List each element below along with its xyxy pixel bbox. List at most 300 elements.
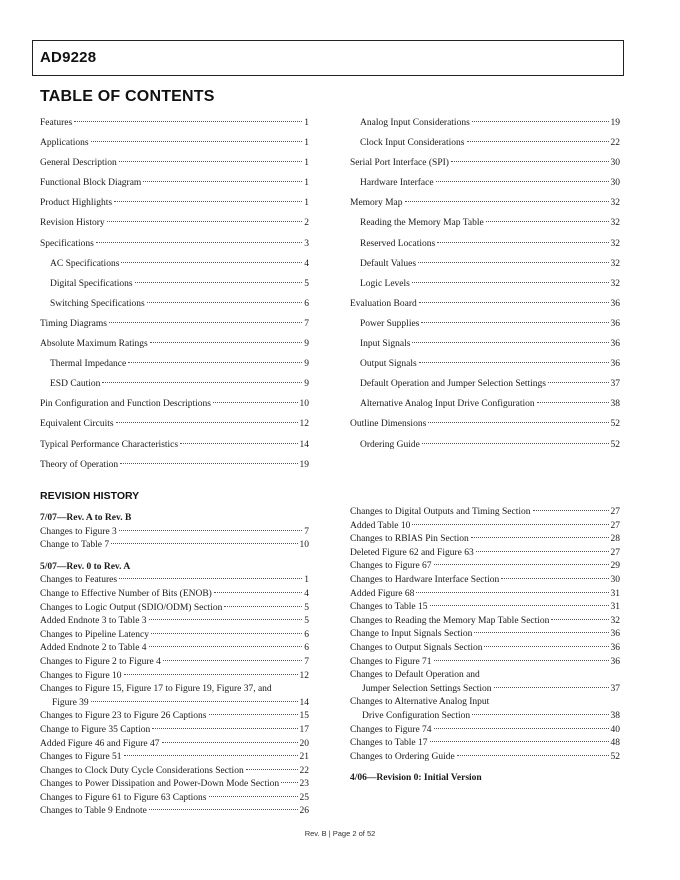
revision-entry (350, 724, 620, 738)
dot-leader (419, 362, 609, 363)
toc-entry-title: Reserved Locations (360, 238, 436, 249)
toc-entry[interactable] (40, 176, 309, 196)
dot-leader (537, 402, 609, 403)
revision-entry (350, 533, 620, 547)
toc-entry-page: 36 (610, 318, 620, 329)
dot-leader (451, 161, 609, 162)
revision-entry (350, 615, 620, 629)
toc-entry[interactable] (40, 458, 309, 478)
revision-entry (40, 778, 309, 792)
dot-leader (434, 728, 609, 729)
revision-entry (350, 642, 620, 656)
toc-entry-page: 36 (610, 298, 620, 309)
revision-heading: 4/06—Revision 0: Initial Version (350, 773, 482, 784)
toc-entry[interactable] (350, 116, 620, 136)
revision-entry-text: Changes to RBIAS Pin Section (350, 534, 469, 545)
dot-leader (548, 382, 609, 383)
revision-entry-text: Changes to Hardware Interface Section (350, 574, 500, 585)
revision-entry-page: 4 (304, 588, 309, 599)
toc-entry-page: 12 (299, 419, 309, 430)
revision-entry (40, 588, 309, 602)
toc-entry[interactable] (350, 257, 620, 277)
revision-entry-page: 48 (610, 738, 620, 749)
toc-title: TABLE OF CONTENTS (40, 88, 215, 105)
revision-entry (40, 642, 309, 656)
dot-leader (434, 660, 609, 661)
revision-entry-text: Drive Configuration Section (362, 710, 471, 721)
revision-entry-text: Changes to Features (40, 575, 118, 586)
revision-entry-page: 27 (610, 547, 620, 558)
part-number: AD9228 (40, 49, 97, 66)
dot-leader (149, 646, 303, 647)
dot-leader (107, 221, 303, 222)
dot-leader (412, 342, 608, 343)
dot-leader (114, 201, 302, 202)
revision-entry (350, 683, 620, 697)
revision-entry-page: 40 (610, 724, 620, 735)
toc-entry-title: Serial Port Interface (SPI) (350, 158, 449, 169)
toc-entry-title: Reading the Memory Map Table (360, 218, 484, 229)
revision-entry-page: 25 (299, 792, 309, 803)
spacer (350, 764, 620, 772)
revision-entry-page: 17 (299, 724, 309, 735)
toc-entry[interactable] (40, 257, 309, 277)
revision-entry (350, 574, 620, 588)
toc-entry-page: 38 (610, 399, 620, 410)
revision-right-column (350, 506, 620, 786)
toc-entry-page: 1 (304, 118, 309, 128)
toc-entry[interactable] (350, 156, 620, 176)
dot-leader (412, 282, 609, 283)
revision-entry (40, 697, 309, 711)
dot-leader (96, 242, 302, 243)
toc-entry-title: Clock Input Considerations (360, 138, 465, 149)
revision-entry-text: Added Table 10 (350, 520, 411, 531)
dot-leader (149, 809, 298, 810)
toc-entry-page: 1 (304, 178, 309, 189)
revision-entry (350, 547, 620, 561)
revision-entry (40, 670, 309, 684)
revision-entry-page: 7 (304, 656, 309, 667)
revision-entry (40, 805, 309, 819)
toc-entry-page: 3 (304, 238, 309, 249)
dot-leader (102, 382, 302, 383)
toc-entry-title: Pin Configuration and Function Descriptions (40, 399, 211, 410)
revision-entry-page: 31 (610, 588, 620, 599)
revision-entry-text: Added Endnote 2 to Table 4 (40, 643, 147, 654)
toc-entry-title: Equivalent Circuits (40, 419, 114, 430)
revision-entry-page: 14 (299, 697, 309, 708)
toc-entry-page: 10 (299, 399, 309, 410)
revision-entry-text: Changes to Figure 74 (350, 724, 432, 735)
revision-entry (350, 656, 620, 670)
toc-entry[interactable] (350, 237, 620, 257)
dot-leader (472, 121, 609, 122)
toc-entry[interactable] (40, 438, 309, 458)
dot-leader (214, 592, 302, 593)
toc-entry-page: 1 (304, 198, 309, 209)
revision-entry-page: 31 (610, 602, 620, 613)
dot-leader (209, 796, 298, 797)
toc-entry-page: 22 (610, 138, 620, 149)
toc-entry-page: 30 (610, 178, 620, 189)
revision-entry-text: Changes to Table 9 Endnote (40, 806, 147, 817)
dot-leader (421, 322, 608, 323)
dot-leader (467, 141, 609, 142)
toc-entry-page: 5 (304, 278, 309, 289)
dot-leader (149, 619, 303, 620)
toc-entry-page: 9 (304, 359, 309, 370)
revision-entry (40, 602, 309, 616)
revision-entry-text: Changes to Output Signals Section (350, 642, 483, 653)
dot-leader (436, 181, 609, 182)
revision-entry-page: 20 (299, 738, 309, 749)
toc-entry[interactable] (350, 397, 620, 417)
dot-leader (147, 302, 303, 303)
revision-entry-page: 27 (610, 520, 620, 531)
revision-entry-page: 36 (610, 656, 620, 667)
toc-entry-title: Digital Specifications (50, 278, 133, 289)
revision-entry-text: Added Endnote 3 to Table 3 (40, 616, 147, 627)
toc-entry[interactable] (40, 136, 309, 156)
revision-entry-page: 5 (304, 602, 309, 613)
dot-leader (151, 633, 302, 634)
dot-leader (533, 510, 609, 511)
toc-entry[interactable] (350, 136, 620, 156)
toc-entry-page: 1 (304, 158, 309, 169)
dot-leader (486, 221, 609, 222)
dot-leader (120, 463, 297, 464)
revision-entry-page: 26 (299, 806, 309, 817)
toc-entry-title: Product Highlights (40, 198, 113, 209)
revision-entry-page: 36 (610, 642, 620, 653)
revision-entry (40, 539, 309, 553)
page-footer: Rev. B | Page 2 of 52 (304, 829, 376, 838)
dot-leader (428, 422, 608, 423)
revision-entry-page: 15 (299, 711, 309, 722)
toc-entry-page: 2 (304, 218, 309, 229)
toc-entry-title: Input Signals (360, 339, 411, 350)
revision-entry-text: Changes to Table 15 (350, 602, 428, 613)
revision-entry-page: 21 (299, 752, 309, 763)
revision-entry-page: 36 (610, 629, 620, 640)
toc-entry-page: 32 (610, 218, 620, 229)
toc-entry[interactable] (40, 216, 309, 236)
revision-entry-text: Changes to Power Dissipation and Power-Down Mode Section (40, 779, 280, 790)
revision-entry-text: Change to Table 7 (40, 540, 110, 551)
dot-leader (124, 674, 298, 675)
revision-entry-page: 6 (304, 629, 309, 640)
toc-entry-page: 52 (610, 419, 620, 430)
revision-entry-page: 22 (299, 765, 309, 776)
revision-entry-text: Changes to Reading the Memory Map Table Section (350, 615, 550, 626)
revision-entry-text: Changes to Table 17 (350, 738, 428, 749)
revision-entry-text: Changes to Figure 71 (350, 656, 432, 667)
toc-entry[interactable] (350, 357, 620, 377)
toc-entry-page: 19 (610, 118, 620, 128)
revision-entry (40, 792, 309, 806)
revision-entry-text: Changes to Default Operation and (350, 670, 480, 681)
toc-entry-title: General Description (40, 158, 117, 169)
toc-entry-page: 9 (304, 379, 309, 390)
revision-entry-page: 37 (610, 683, 620, 694)
toc-entry[interactable] (40, 377, 309, 397)
dot-leader (422, 443, 609, 444)
revision-entry-text: Changes to Figure 23 to Figure 26 Captions (40, 711, 207, 722)
revision-left-column (40, 512, 309, 819)
dot-leader (180, 443, 297, 444)
revision-entry-page: 6 (304, 643, 309, 654)
toc-entry-page: 7 (304, 318, 309, 329)
revision-entry-page: 23 (299, 779, 309, 790)
dot-leader (162, 742, 298, 743)
revision-heading: 7/07—Rev. A to Rev. B (40, 513, 132, 523)
toc-entry-title: Alternative Analog Input Drive Configuration (360, 399, 535, 410)
dot-leader (494, 687, 609, 688)
revision-entry-text: Figure 39 (52, 697, 89, 708)
revision-entry-text: Changes to Figure 10 (40, 670, 122, 681)
dot-leader (143, 181, 302, 182)
revision-entry-page: 29 (610, 561, 620, 572)
dot-leader (471, 537, 609, 538)
dot-leader (111, 543, 297, 544)
revision-history-title: REVISION HISTORY (40, 490, 140, 502)
toc-left-column (40, 116, 309, 478)
dot-leader (418, 262, 608, 263)
toc-entry[interactable] (350, 216, 620, 236)
dot-leader (74, 121, 302, 122)
toc-entry-page: 1 (304, 138, 309, 149)
revision-entry-text: Changes to Figure 61 to Figure 63 Captions (40, 792, 207, 803)
dot-leader (128, 362, 302, 363)
dot-leader (224, 606, 302, 607)
toc-entry-title: Functional Block Diagram (40, 178, 142, 189)
revision-entry (350, 506, 620, 520)
revision-entry (40, 615, 309, 629)
toc-entry-title: Typical Performance Characteristics (40, 439, 179, 450)
revision-entry-text: Changes to Pipeline Latency (40, 629, 149, 640)
revision-entry-text: Changes to Figure 67 (350, 561, 432, 572)
toc-entry-title: Revision History (40, 218, 105, 229)
revision-entry-page: 38 (610, 710, 620, 721)
dot-leader (163, 660, 302, 661)
toc-entry-page: 14 (299, 439, 309, 450)
toc-entry-title: Specifications (40, 238, 94, 249)
dot-leader (434, 564, 609, 565)
dot-leader (419, 302, 609, 303)
toc-entry[interactable] (40, 317, 309, 337)
toc-entry-title: Ordering Guide (360, 439, 420, 450)
toc-entry[interactable] (40, 357, 309, 377)
revision-entry-page: 1 (304, 575, 309, 586)
toc-entry-page: 32 (610, 198, 620, 209)
dot-leader (412, 524, 608, 525)
dot-leader (119, 578, 302, 579)
revision-entry-text: Added Figure 68 (350, 588, 415, 599)
toc-entry-title: Logic Levels (360, 278, 410, 289)
revision-entry-page: 27 (610, 507, 620, 517)
toc-entry[interactable] (350, 196, 620, 216)
toc-entry[interactable] (40, 277, 309, 297)
dot-leader (150, 342, 303, 343)
toc-entry-page: 9 (304, 339, 309, 350)
toc-entry-page: 6 (304, 298, 309, 309)
dot-leader (152, 728, 297, 729)
dot-leader (91, 701, 298, 702)
dot-leader (457, 755, 609, 756)
dot-leader (91, 141, 303, 142)
revision-entry-text: Changes to Figure 15, Figure 17 to Figure 19, Figure 37, and (40, 684, 272, 695)
revision-entry (350, 751, 620, 765)
dot-leader (116, 422, 298, 423)
toc-entry-title: Evaluation Board (350, 298, 417, 309)
revision-entry (350, 628, 620, 642)
toc-entry-page: 37 (610, 379, 620, 390)
toc-entry[interactable] (350, 438, 620, 458)
toc-entry-title: Theory of Operation (40, 459, 119, 470)
revision-entry (350, 601, 620, 615)
revision-entry-text: Changes to Alternative Analog Input (350, 697, 490, 708)
toc-entry-title: Switching Specifications (50, 298, 145, 309)
toc-entry[interactable] (40, 237, 309, 257)
toc-entry-title: ESD Caution (50, 379, 101, 390)
toc-entry[interactable] (40, 417, 309, 437)
toc-entry[interactable] (40, 196, 309, 216)
toc-entry[interactable] (350, 377, 620, 397)
revision-entry-text: Changes to Digital Outputs and Timing Section (350, 507, 531, 517)
toc-entry[interactable] (350, 176, 620, 196)
revision-entry (40, 574, 309, 588)
toc-entry-title: Power Supplies (360, 318, 420, 329)
toc-entry-title: Analog Input Considerations (360, 118, 470, 128)
toc-entry-page: 32 (610, 238, 620, 249)
revision-entry-text: Changes to Logic Output (SDIO/ODM) Section (40, 602, 223, 613)
toc-entry[interactable] (40, 297, 309, 317)
dot-leader (405, 201, 609, 202)
toc-entry-page: 32 (610, 278, 620, 289)
toc-entry-title: Memory Map (350, 198, 403, 209)
toc-entry-page: 4 (304, 258, 309, 269)
document-header (32, 40, 624, 76)
toc-entry-page: 19 (299, 459, 309, 470)
revision-entry-text: Deleted Figure 62 and Figure 63 (350, 547, 474, 558)
revision-entry (350, 588, 620, 602)
revision-entry-page: 7 (304, 526, 309, 537)
revision-entry-page: 5 (304, 616, 309, 627)
dot-leader (430, 741, 609, 742)
dot-leader (474, 632, 608, 633)
revision-entry (350, 560, 620, 574)
toc-entry[interactable] (40, 337, 309, 357)
toc-entry-title: Default Values (360, 258, 417, 269)
revision-entry (40, 656, 309, 670)
dot-leader (121, 262, 302, 263)
dot-leader (551, 619, 608, 620)
dot-leader (209, 714, 298, 715)
toc-entry-title: Applications (40, 138, 89, 149)
toc-entry-page: 36 (610, 339, 620, 350)
dot-leader (281, 782, 297, 783)
dot-leader (430, 605, 609, 606)
revision-entry-page: 12 (299, 670, 309, 681)
toc-right-column (350, 116, 620, 458)
dot-leader (119, 530, 302, 531)
revision-entry-text: Change to Figure 35 Caption (40, 724, 151, 735)
dot-leader (109, 322, 302, 323)
revision-entry-text: Jumper Selection Settings Section (362, 683, 492, 694)
revision-entry-text: Changes to Figure 3 (40, 526, 117, 537)
revision-entry-page: 30 (610, 574, 620, 585)
revision-entry-page: 52 (610, 751, 620, 762)
revision-entry (40, 724, 309, 738)
toc-entry-page: 36 (610, 359, 620, 370)
revision-entry-page: 28 (610, 534, 620, 545)
toc-entry-title: Timing Diagrams (40, 318, 107, 329)
revision-entry (40, 710, 309, 724)
dot-leader (246, 769, 298, 770)
toc-entry[interactable] (350, 337, 620, 357)
revision-entry-text: Change to Effective Number of Bits (ENOB) (40, 588, 212, 599)
revision-entry-text: Added Figure 46 and Figure 47 (40, 738, 160, 749)
revision-heading: 5/07—Rev. 0 to Rev. A (40, 561, 131, 572)
toc-entry[interactable] (350, 277, 620, 297)
toc-entry[interactable] (350, 297, 620, 317)
dot-leader (135, 282, 303, 283)
revision-entry (40, 765, 309, 779)
revision-entry-text: Changes to Ordering Guide (350, 751, 455, 762)
dot-leader (416, 592, 608, 593)
dot-leader (437, 242, 608, 243)
toc-entry-page: 30 (610, 158, 620, 169)
toc-entry-page: 32 (610, 258, 620, 269)
revision-entry (350, 710, 620, 724)
toc-entry[interactable] (350, 317, 620, 337)
revision-entry (40, 629, 309, 643)
toc-entry-title: Thermal Impedance (50, 359, 127, 370)
revision-entry-text: Changes to Clock Duty Cycle Considerations Section (40, 765, 244, 776)
revision-entry-page: 32 (610, 615, 620, 626)
dot-leader (472, 714, 608, 715)
revision-entry-text: Change to Input Signals Section (350, 629, 473, 640)
revision-entry (40, 526, 309, 540)
revision-entry (40, 751, 309, 765)
dot-leader (501, 578, 608, 579)
revision-entry (40, 738, 309, 752)
revision-entry (350, 737, 620, 751)
dot-leader (124, 755, 298, 756)
dot-leader (476, 551, 609, 552)
revision-entry-text: Changes to Figure 51 (40, 752, 122, 763)
dot-leader (119, 161, 302, 162)
toc-entry-title: Output Signals (360, 359, 417, 370)
toc-entry-title: AC Specifications (50, 258, 120, 269)
toc-entry-title: Absolute Maximum Ratings (40, 339, 148, 350)
toc-entry[interactable] (40, 116, 309, 136)
toc-entry[interactable] (40, 397, 309, 417)
dot-leader (484, 646, 608, 647)
toc-entry[interactable] (40, 156, 309, 176)
toc-entry[interactable] (350, 417, 620, 437)
spacer (40, 553, 309, 561)
toc-entry-page: 52 (610, 439, 620, 450)
toc-entry-title: Default Operation and Jumper Selection Settings (360, 379, 546, 390)
toc-entry-title: Outline Dimensions (350, 419, 427, 430)
revision-entry (350, 520, 620, 534)
toc-entry-title: Features (40, 118, 73, 128)
dot-leader (213, 402, 298, 403)
toc-entry-title: Hardware Interface (360, 178, 434, 189)
revision-entry-page: 10 (299, 540, 309, 551)
